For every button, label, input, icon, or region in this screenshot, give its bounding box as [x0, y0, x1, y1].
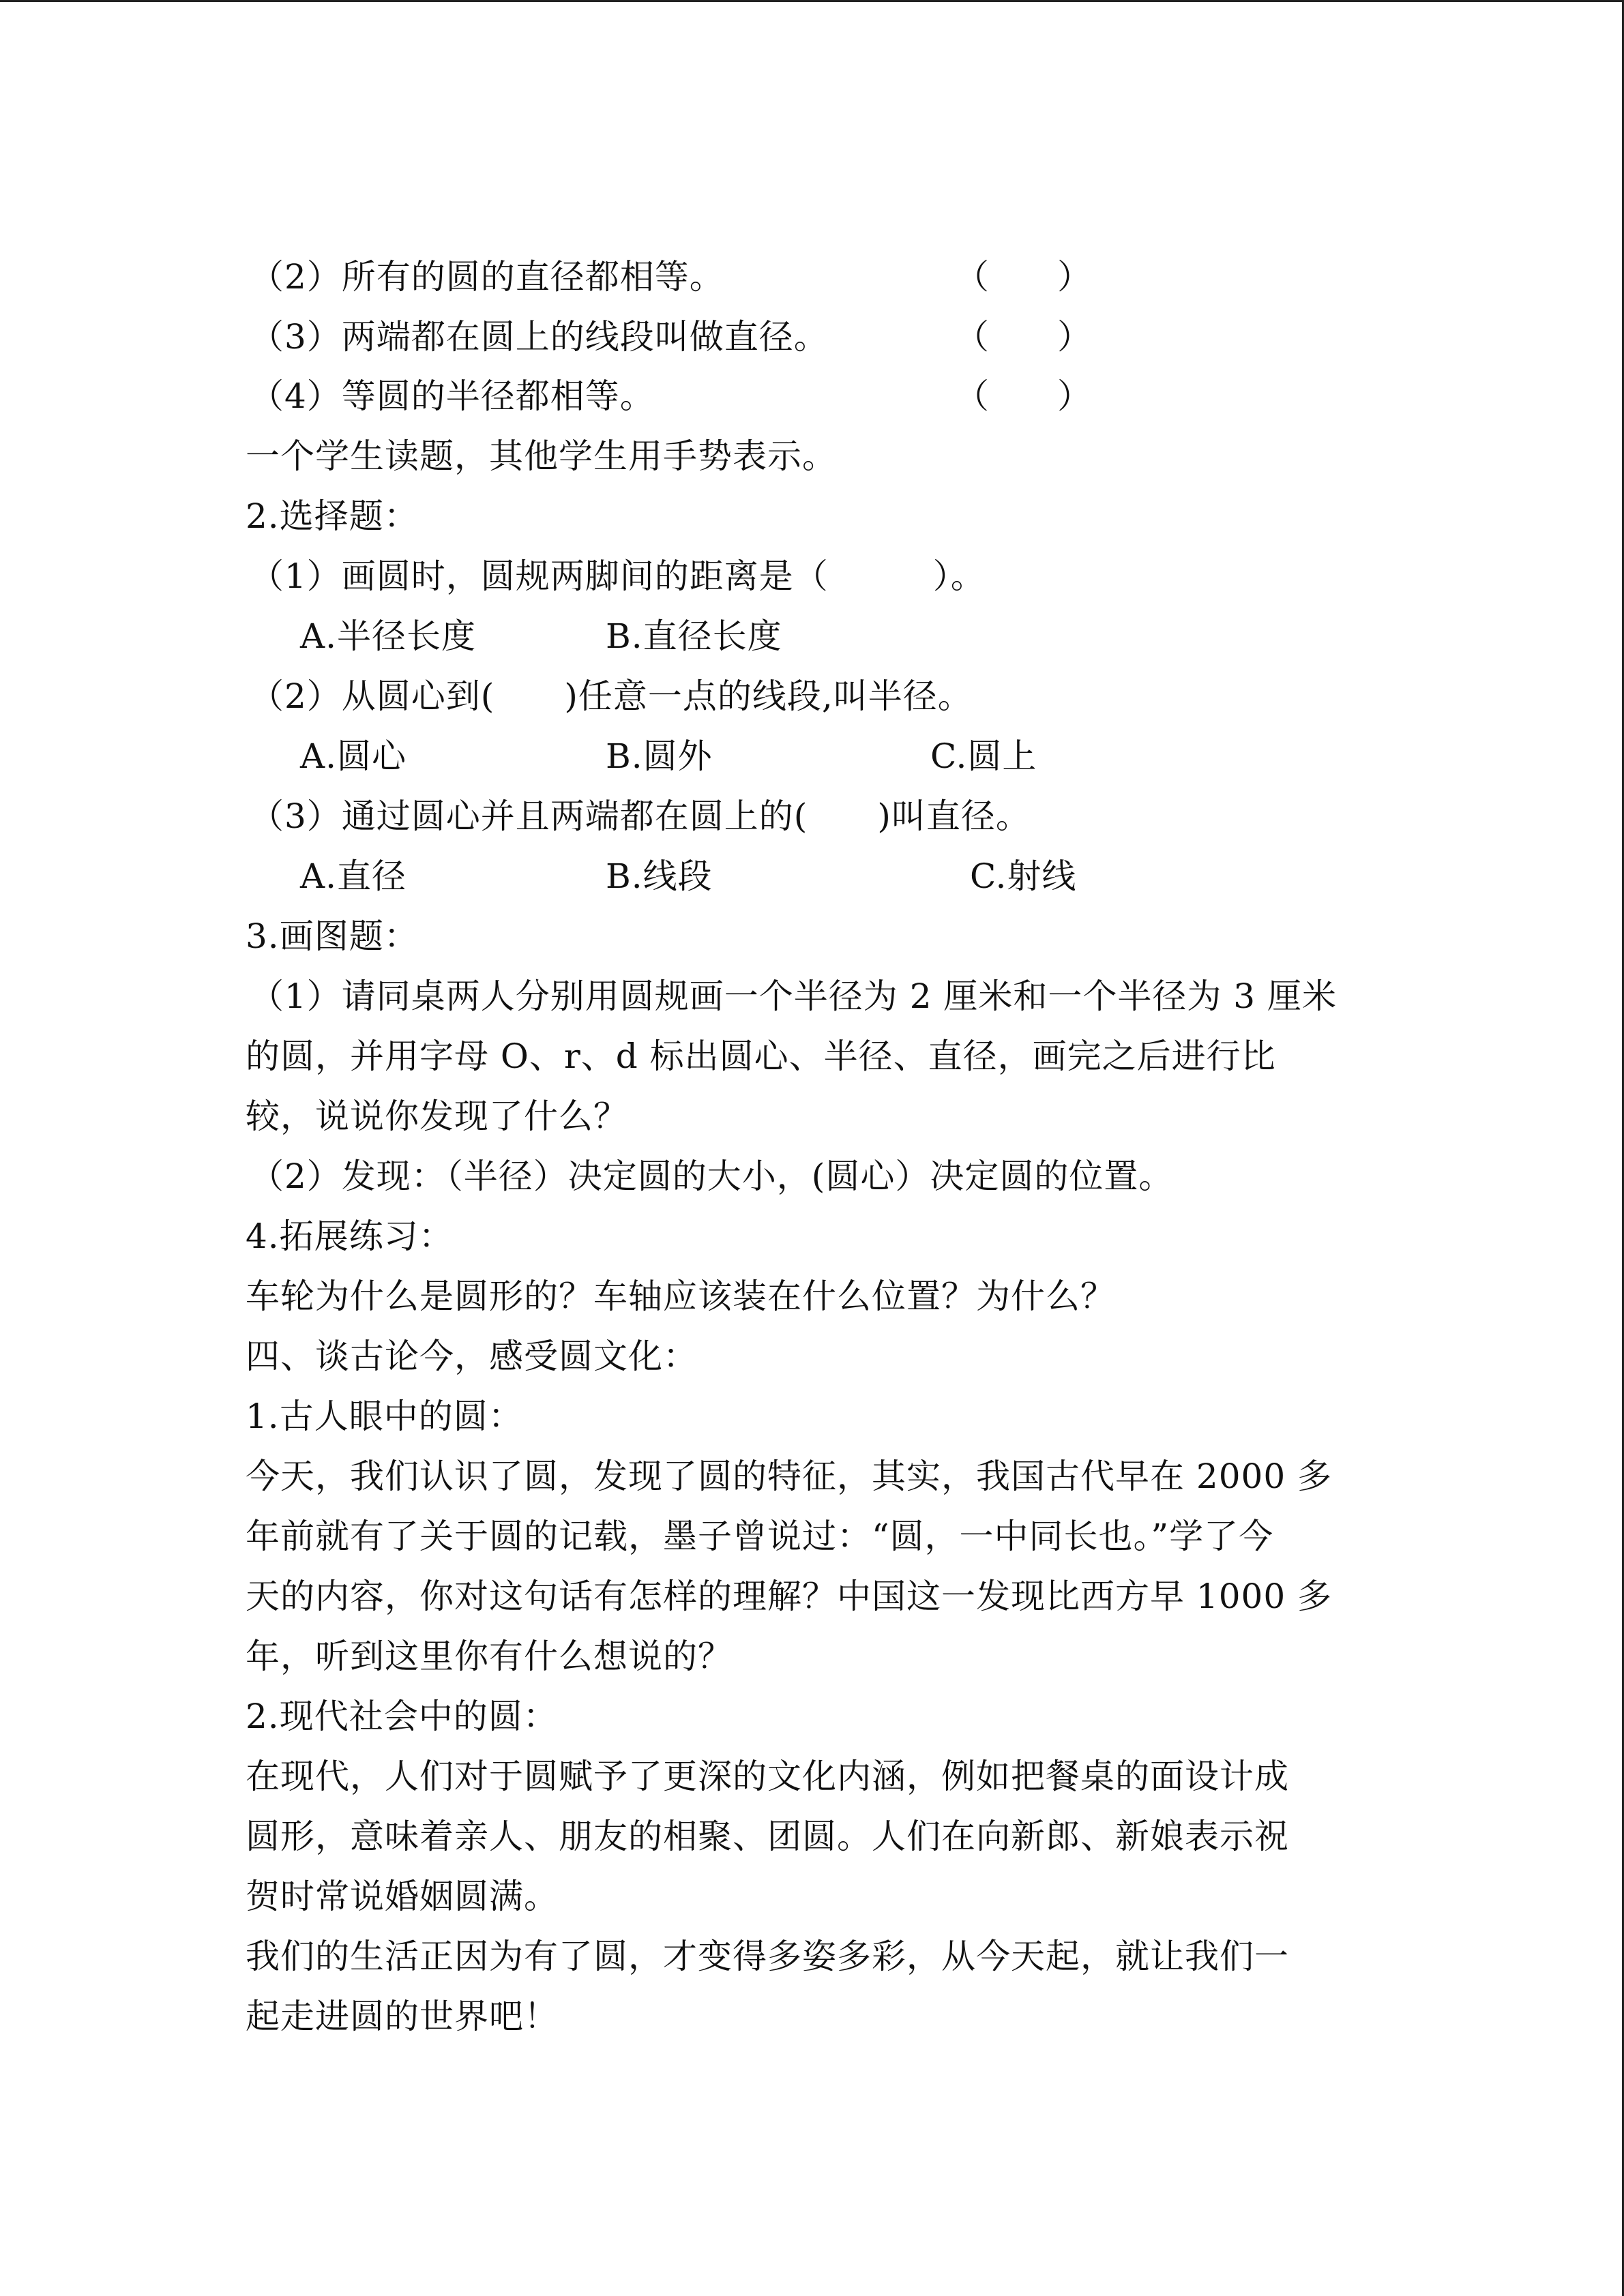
choice-q1-option-b: B.直径长度	[606, 616, 782, 656]
judgement-item-4: （4）等圆的半径都相等。	[250, 376, 655, 416]
page-top-border	[0, 0, 1624, 2]
section4-para3-line-1: 我们的生活正因为有了圆，才变得多姿多彩，从今天起，就让我们一	[246, 1937, 1289, 1976]
choice-heading: 2.选择题：	[246, 496, 419, 536]
drawing-question-1-line-3: 较，说说你发现了什么？	[246, 1097, 628, 1136]
extension-text: 车轮为什么是圆形的？车轴应该装在什么位置？为什么？	[246, 1277, 1115, 1316]
section4-para1-line-1: 今天，我们认识了圆，发现了圆的特征，其实，我国古代早在 2000 多	[246, 1457, 1333, 1496]
section4-sub2: 2.现代社会中的圆：	[246, 1697, 558, 1736]
section4-para1-line-2: 年前就有了关于圆的记载，墨子曾说过：“圆，一中同长也。”学了今	[246, 1517, 1274, 1556]
drawing-question-1-line-1: （1）请同桌两人分别用圆规画一个半径为 2 厘米和一个半径为 3 厘米	[250, 976, 1338, 1016]
judgement-item-3: （3）两端都在圆上的线段叫做直径。	[250, 317, 829, 357]
choice-question-1: （1）画圆时，圆规两脚间的距离是（ ）。	[250, 556, 986, 596]
drawing-question-1-line-2: 的圆，并用字母 O、r、d 标出圆心、半径、直径，画完之后进行比	[246, 1037, 1276, 1076]
choice-q3-option-a: A.直径	[300, 856, 407, 896]
choice-q3-option-c: C.射线	[970, 856, 1077, 896]
judgement-item-3-answer: （ ）	[955, 317, 1091, 357]
judgement-item-4-answer: （ ）	[955, 376, 1091, 416]
section4-para2-line-2: 圆形，意味着亲人、朋友的相聚、团圆。人们在向新郎、新娘表示祝	[246, 1817, 1289, 1856]
drawing-question-2: （2）发现：（半径）决定圆的大小，(圆心）决定圆的位置。	[250, 1157, 1174, 1196]
judgement-item-2-answer: （ ）	[955, 257, 1091, 297]
section4-sub1: 1.古人眼中的圆：	[246, 1397, 523, 1436]
section4-para2-line-1: 在现代，人们对于圆赋予了更深的文化内涵，例如把餐桌的面设计成	[246, 1757, 1289, 1796]
choice-q2-option-a: A.圆心	[300, 736, 407, 776]
section4-heading: 四、谈古论今，感受圆文化：	[246, 1337, 698, 1376]
choice-question-3: （3）通过圆心并且两端都在圆上的( )叫直径。	[250, 796, 1031, 836]
section4-para2-line-3: 贺时常说婚姻圆满。	[246, 1877, 559, 1916]
choice-q2-option-b: B.圆外	[606, 736, 713, 776]
drawing-heading: 3.画图题：	[246, 916, 419, 956]
judgement-note: 一个学生读题，其他学生用手势表示。	[246, 436, 837, 476]
extension-heading: 4.拓展练习：	[246, 1217, 454, 1256]
choice-q2-option-c: C.圆上	[930, 736, 1037, 776]
judgement-item-2: （2）所有的圆的直径都相等。	[250, 257, 724, 297]
section4-para1-line-3: 天的内容，你对这句话有怎样的理解？中国这一发现比西方早 1000 多	[246, 1577, 1333, 1616]
section4-para1-line-4: 年，听到这里你有什么想说的？	[246, 1637, 733, 1676]
choice-q1-option-a: A.半径长度	[300, 616, 477, 656]
section4-para3-line-2: 起走进圆的世界吧！	[246, 1997, 559, 2036]
choice-q3-option-b: B.线段	[606, 856, 713, 896]
choice-question-2: （2）从圆心到( )任意一点的线段,叫半径。	[250, 676, 973, 716]
